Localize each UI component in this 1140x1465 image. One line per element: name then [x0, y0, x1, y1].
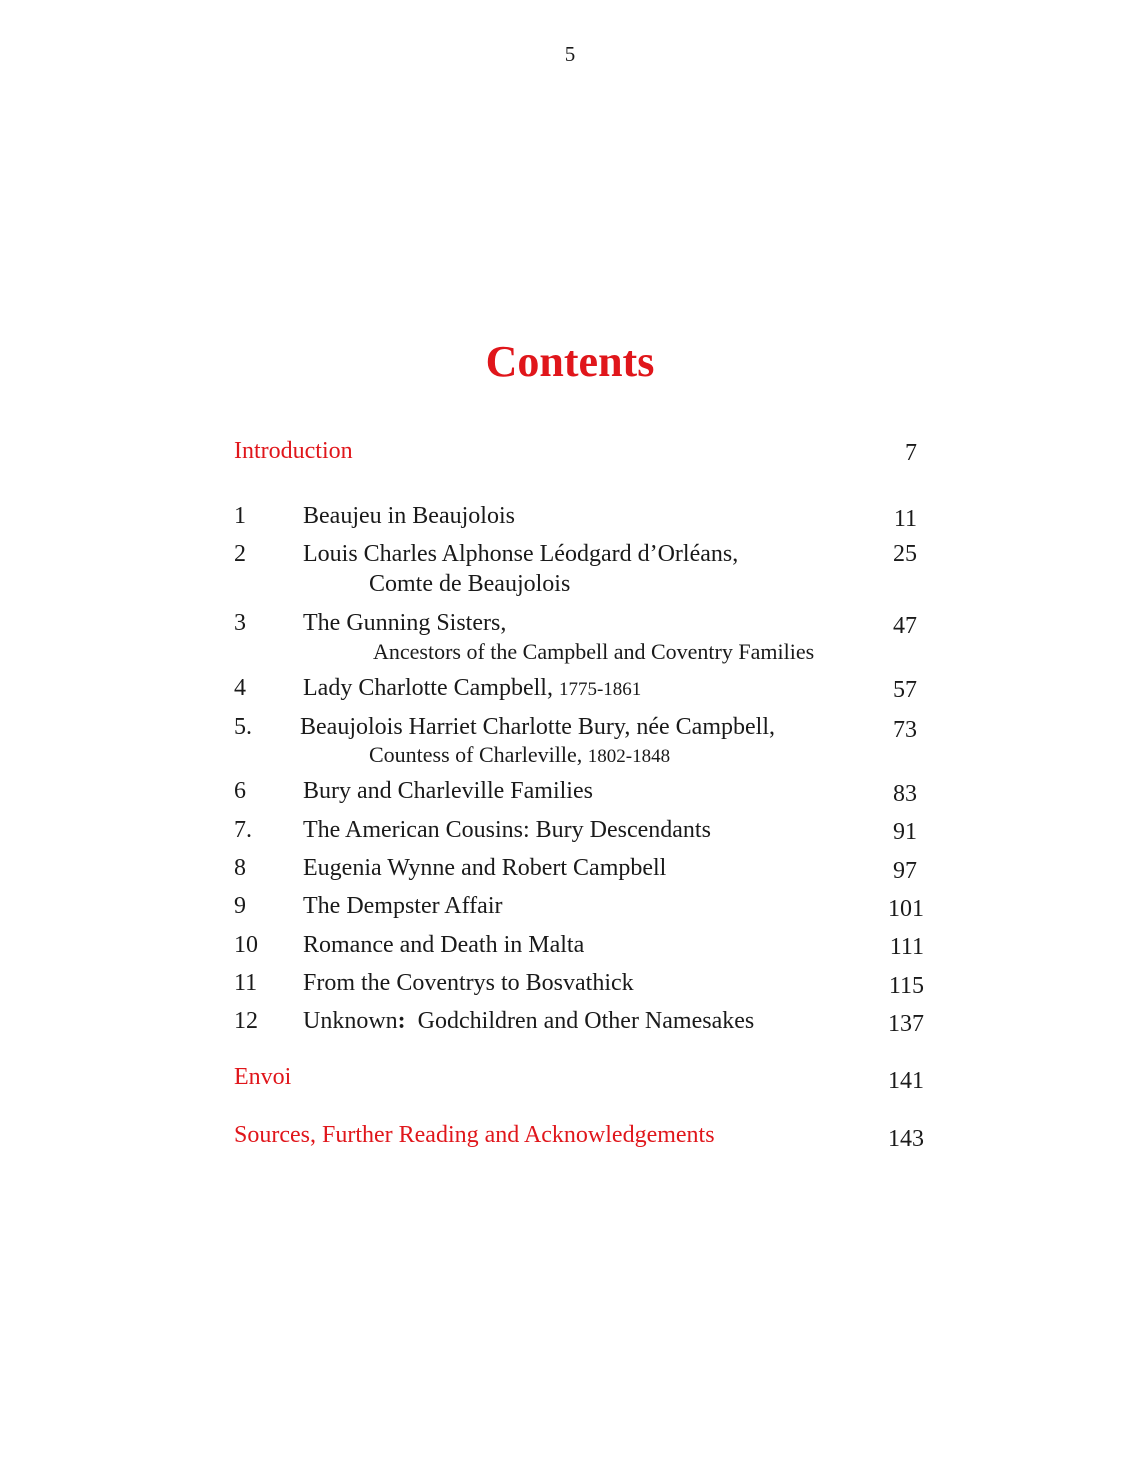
chapter-title: From the Coventrys to Bosvathick: [303, 970, 634, 996]
chapter-page: 91: [893, 819, 917, 845]
chapter-number: 10: [234, 932, 258, 958]
chapter-subtitle-text: Countess of Charleville,: [369, 742, 583, 767]
page-title: Contents: [485, 337, 655, 386]
chapter-title-colon: :: [397, 1008, 406, 1034]
chapter-page: 115: [888, 973, 924, 999]
toc-envoi-page: 141: [888, 1068, 924, 1094]
chapter-title: The Dempster Affair: [303, 893, 503, 919]
chapter-page: 11: [893, 506, 917, 532]
chapter-title: The Gunning Sisters,: [303, 610, 507, 636]
chapter-number: 6: [234, 778, 246, 804]
chapter-dates: 1775-1861: [558, 679, 642, 700]
page-number: 5: [564, 42, 576, 66]
toc-introduction-label: Introduction: [234, 438, 353, 464]
chapter-number: 9: [234, 893, 246, 919]
toc-envoi-label: Envoi: [234, 1064, 292, 1090]
chapter-title: Bury and Charleville Families: [303, 778, 593, 804]
chapter-number: 1: [234, 503, 246, 529]
chapter-number: 11: [234, 970, 258, 996]
chapter-number: 8: [234, 855, 246, 881]
chapter-number: 7.: [234, 817, 252, 843]
chapter-number: 4: [234, 675, 246, 701]
chapter-title: [303, 1008, 754, 1035]
chapter-page: 111: [889, 934, 924, 960]
chapter-title-text: Unknown: [303, 1008, 398, 1034]
chapter-page: 25: [893, 541, 917, 567]
chapter-number: 12: [234, 1008, 258, 1034]
chapter-title: Eugenia Wynne and Robert Campbell: [303, 855, 667, 881]
chapter-title: Romance and Death in Malta: [303, 932, 585, 958]
chapter-title: The American Cousins: Bury Descendants: [303, 817, 711, 843]
chapter-number: 3: [234, 610, 246, 636]
chapter-title-text: Lady Charlotte Campbell,: [303, 675, 553, 701]
chapter-page: 47: [893, 613, 917, 639]
chapter-subtitle: Ancestors of the Campbell and Coventry Families: [373, 639, 815, 664]
chapter-title: Beaujeu in Beaujolois: [303, 503, 515, 529]
chapter-title-rest: Godchildren and Other Namesakes: [405, 1008, 755, 1034]
toc-introduction-page: 7: [905, 440, 917, 466]
chapter-title: [303, 675, 641, 702]
chapter-page: 73: [893, 717, 917, 743]
chapter-page: 101: [888, 896, 924, 922]
chapter-number: 2: [234, 541, 246, 567]
chapter-subtitle: [369, 742, 670, 768]
toc-sources-label: Sources, Further Reading and Acknowledgements: [234, 1122, 715, 1148]
toc-sources-page: 143: [888, 1126, 924, 1152]
chapter-title: Beaujolois Harriet Charlotte Bury, née Campbell,: [300, 714, 775, 740]
chapter-page: 137: [888, 1011, 924, 1037]
chapter-page: 57: [893, 677, 917, 703]
chapter-title: Louis Charles Alphonse Léodgard d’Orléans,: [303, 541, 739, 567]
chapter-subtitle: Comte de Beaujolois: [369, 571, 571, 597]
chapter-dates: 1802-1848: [587, 746, 671, 767]
chapter-number: 5.: [234, 714, 252, 740]
chapter-page: 97: [893, 858, 917, 884]
chapter-page: 83: [893, 781, 917, 807]
